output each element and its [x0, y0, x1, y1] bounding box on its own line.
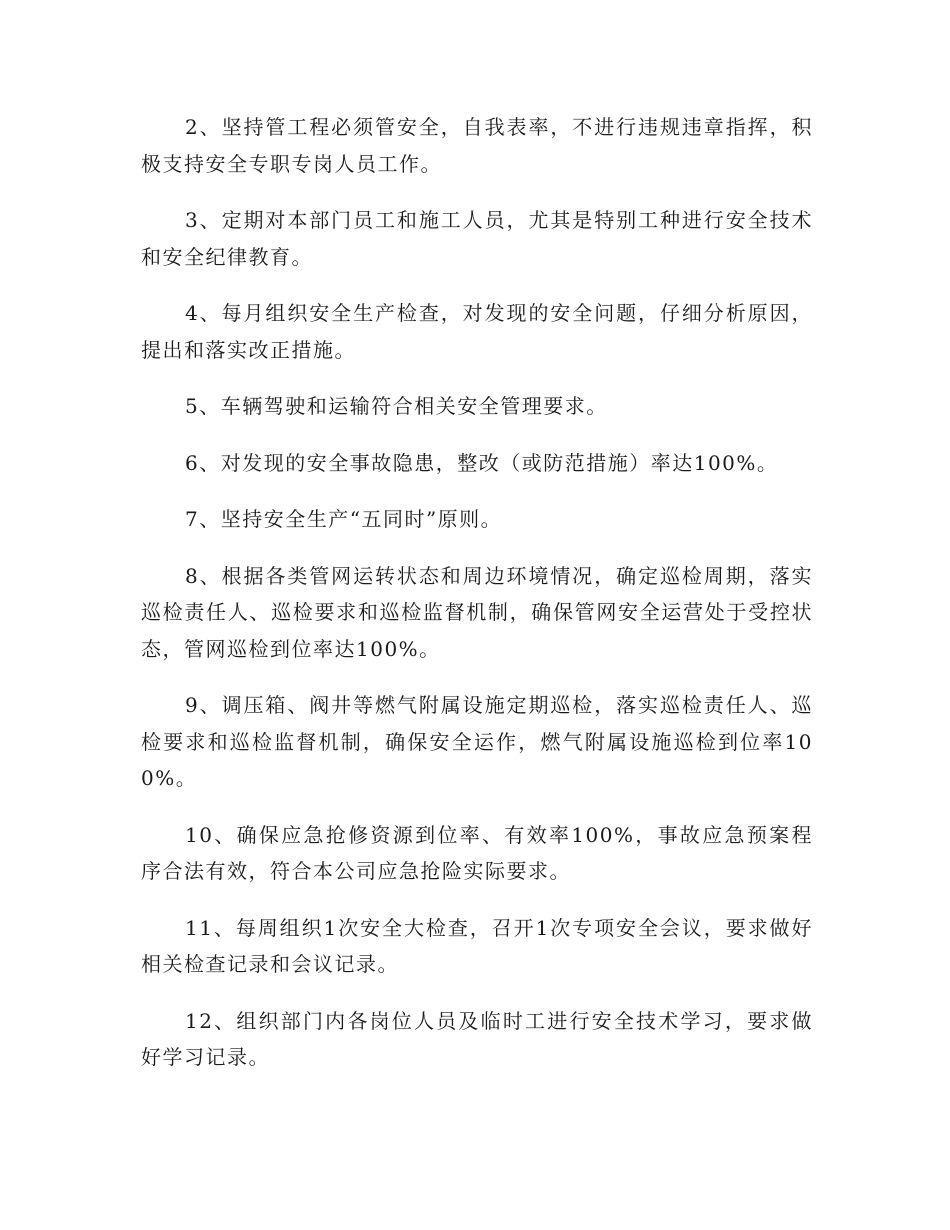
paragraph-item-6: 6、对发现的安全事故隐患，整改（或防范措施）率达100%。: [185, 450, 779, 475]
paragraph-item-2: 2、坚持管工程必须管安全，自我表率，不进行违规违章指挥，积极支持安全专职专岗人员工作。: [141, 115, 813, 176]
paragraph-item-4: 4、每月组织安全生产检查，对发现的安全问题，仔细分析原因，提出和落实改正措施。: [141, 301, 813, 362]
paragraph-item-3: 3、定期对本部门员工和施工人员，尤其是特别工种进行安全技术和安全纪律教育。: [141, 208, 813, 269]
paragraph-item-7: 7、坚持安全生产“五同时”原则。: [185, 507, 503, 531]
document-body: [141, 109, 813, 1096]
paragraph-item-8: 8、根据各类管网运转状态和周边环境情况，确定巡检周期，落实巡检责任人、巡检要求和巡检监督机制，确保管网安全运营处于受控状态，管网巡检到位率达100%。: [141, 563, 813, 661]
paragraph-item-11: 11、每周组织1次安全大检查，召开1次专项安全会议，要求做好相关检查记录和会议记录。: [141, 915, 813, 976]
paragraph-item-10: 10、确保应急抢修资源到位率、有效率100%，事故应急预案程序合法有效，符合本公司应急抢险实际要求。: [141, 822, 813, 883]
paragraph-item-5: 5、车辆驾驶和运输符合相关安全管理要求。: [185, 394, 608, 418]
paragraph-item-12: 12、组织部门内各岗位人员及临时工进行安全技术学习，要求做好学习记录。: [141, 1008, 813, 1069]
paragraph-item-9: 9、调压箱、阀井等燃气附属设施定期巡检，落实巡检责任人、巡检要求和巡检监督机制，确保安全运作，燃气附属设施巡检到位率100%。: [141, 693, 813, 790]
